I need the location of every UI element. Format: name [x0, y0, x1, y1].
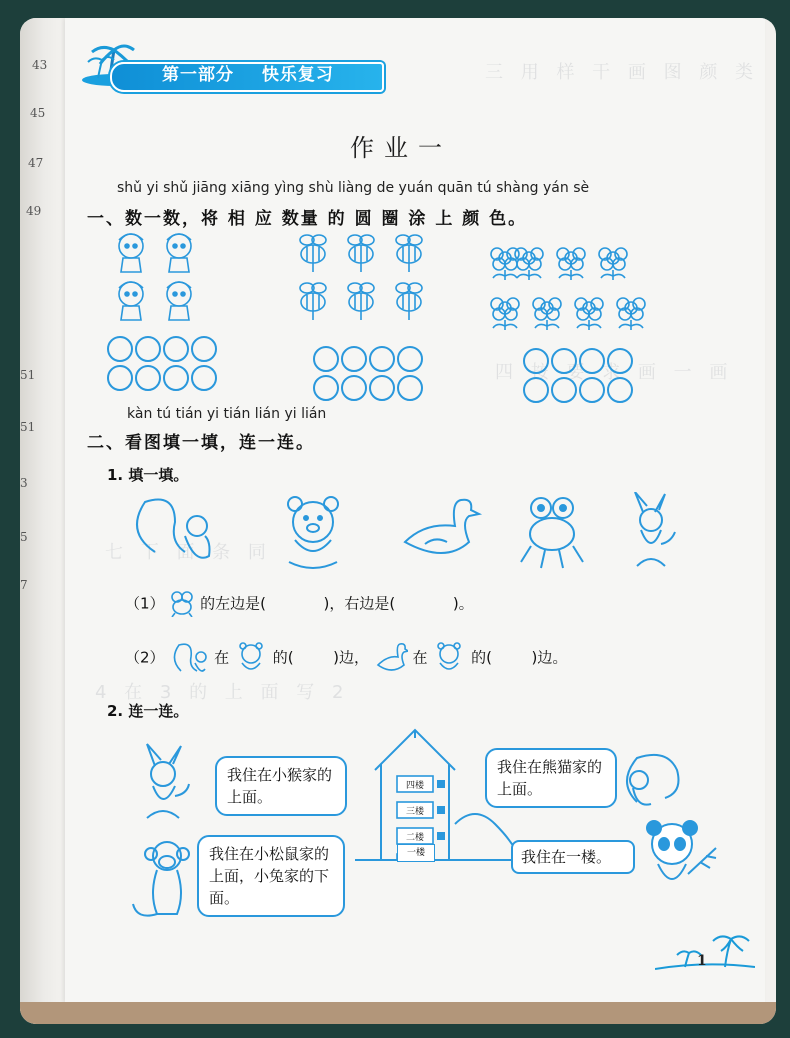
margin-number: 3: [20, 476, 28, 490]
rabbit-icon: [635, 492, 675, 566]
squirrel-character-icon: [617, 746, 687, 816]
q2-text-d: 在: [412, 648, 428, 667]
flowers-circles[interactable]: [523, 348, 633, 403]
section2-pinyin: kàn tú tián yi tián lián yi lián: [127, 406, 327, 422]
show-through: 三 用 样 干 画 图 颜 类: [485, 62, 760, 83]
show-through: 4 在 3 的 上 面 写 2: [95, 682, 350, 703]
q2-text-f: )边。: [531, 648, 568, 667]
goose-icon: [405, 500, 479, 553]
q2-text-c: )边，: [333, 648, 369, 667]
part1-label: 1. 填一填。: [107, 466, 189, 484]
bear-icon: [288, 497, 338, 568]
floor-4-label: 四楼: [405, 781, 425, 791]
girls-illustration: [113, 228, 213, 328]
squirrel-small-icon: [169, 641, 209, 675]
lesson-title: 作业一: [350, 134, 452, 162]
q1-text-c: )。: [452, 594, 474, 613]
part2-label: 2. 连一连。: [107, 702, 189, 720]
flowers-illustration: [485, 244, 665, 344]
floor-2-label: 二楼: [405, 833, 425, 843]
rabbit-character-icon: [135, 742, 195, 822]
monkey-character-icon: [127, 834, 197, 924]
banner-text: [162, 60, 334, 85]
q1-number: （1）: [125, 594, 165, 613]
bear-small-icon: [234, 641, 268, 675]
section1-pinyin: shǔ yi shǔ jiāng xiāng yìng shù liàng de yuán quān tú shàng yán sè: [117, 180, 590, 196]
margin-number: 5: [20, 530, 28, 544]
margin-number: 51: [20, 420, 36, 434]
question-1: [125, 591, 474, 617]
margin-number: 51: [20, 368, 36, 382]
worksheet: [65, 18, 765, 1003]
animal-row: [125, 492, 705, 582]
margin-number: 43: [32, 58, 48, 72]
banner-part: 第一部分: [162, 65, 234, 85]
squirrel-icon: [137, 500, 210, 558]
question-2: [125, 641, 567, 675]
q2-text-b: 的(: [272, 648, 294, 667]
q1-text-a: 的左边是(: [200, 594, 266, 613]
panda-character-icon: [640, 814, 720, 894]
q2-text-e: 的(: [471, 648, 492, 667]
bear-small-icon-2: [432, 641, 466, 675]
q2-number: （2）: [125, 648, 165, 667]
book-spine: [20, 18, 60, 1024]
floor-1-label: 一楼: [397, 844, 435, 862]
goose-small-icon: [374, 641, 408, 675]
frog-icon: [521, 498, 583, 568]
margin-number: 47: [28, 156, 44, 170]
squirrel-speech-bubble: 我住在熊猫家的上面。: [485, 748, 617, 808]
rabbit-speech-bubble: 我住在小猴家的上面。: [215, 756, 347, 816]
book-page: [20, 18, 776, 1024]
show-through: 四 按 要 求 画 一 画: [495, 362, 734, 383]
show-through: 七 下 面 条 同: [105, 542, 272, 563]
page-number: 1: [697, 953, 707, 969]
q1-text-b: )，右边是(: [323, 594, 396, 613]
section1-heading: 一、数一数，将 相 应 数量 的 圆 圈 涂 上 颜 色。: [87, 209, 528, 229]
section2-heading: 二、看图填一填，连一连。: [87, 433, 315, 453]
margin-number: 49: [26, 204, 42, 218]
panda-speech-bubble: 我住在一楼。: [511, 840, 635, 874]
margin-number: 7: [20, 578, 28, 592]
monkey-speech-bubble: 我住在小松鼠家的上面，小兔家的下面。: [197, 835, 345, 917]
q2-text-a: 在: [214, 648, 230, 667]
banner-title: 快乐复习: [261, 65, 334, 85]
frog-small-icon: [169, 591, 195, 617]
section-banner: [80, 56, 385, 88]
floor-3-label: 三楼: [405, 807, 425, 817]
bees-circles[interactable]: [313, 346, 423, 401]
book-bottom-edge: [20, 1002, 776, 1024]
girls-circles[interactable]: [107, 336, 217, 391]
bees-illustration: [293, 234, 443, 334]
margin-number: 45: [30, 106, 46, 120]
